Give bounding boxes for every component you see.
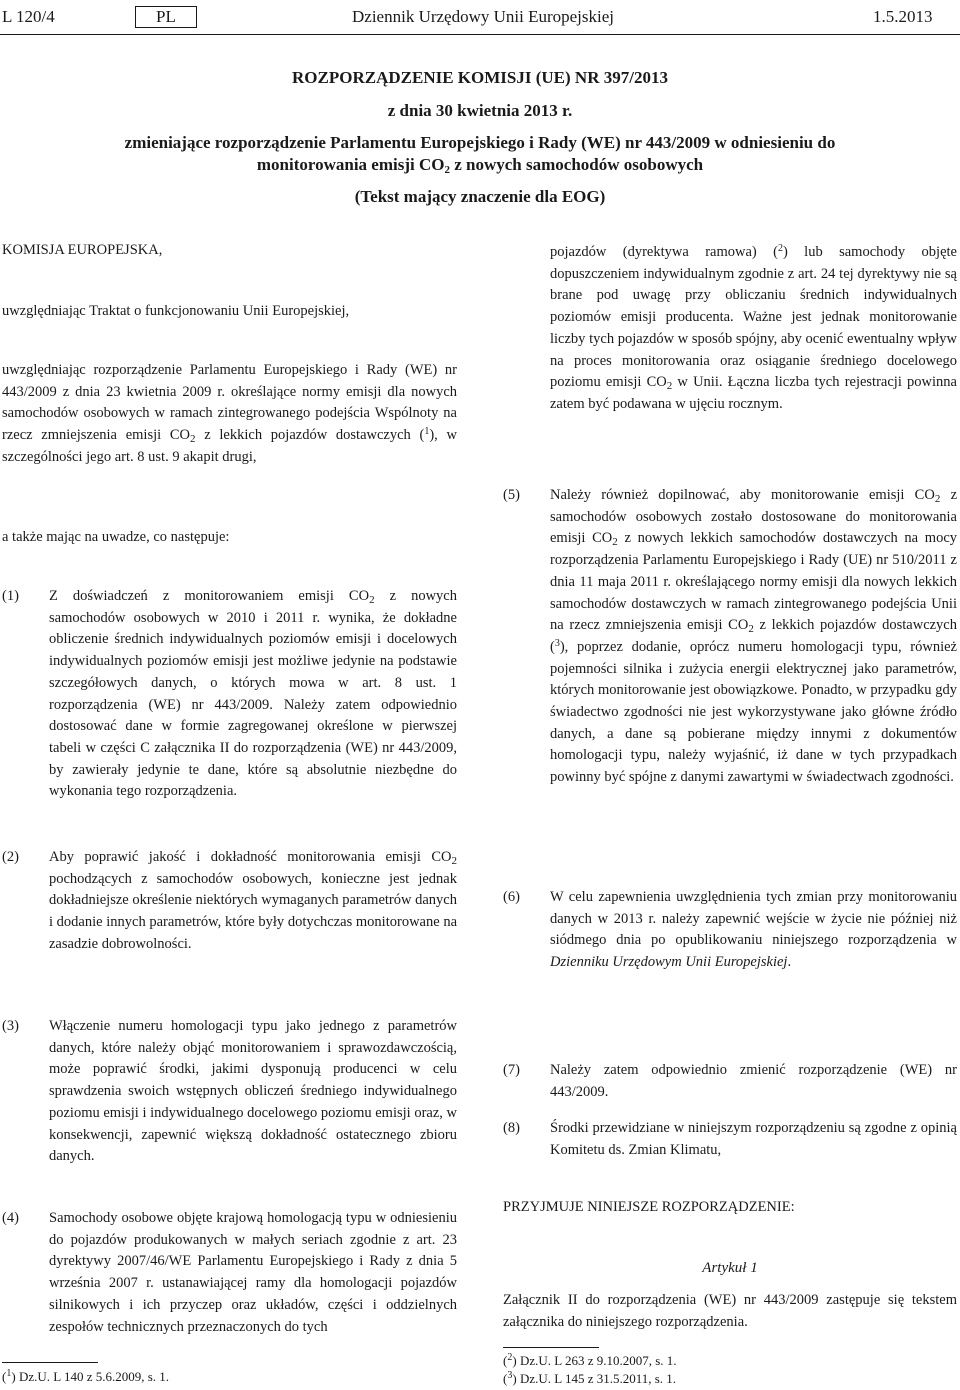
regulation-subject-line1: zmieniające rozporządzenie Parlamentu Europejskiego i Rady (WE) nr 443/2009 w odniesieniu do bbox=[124, 133, 836, 152]
publication-date: 1.5.2013 bbox=[873, 7, 933, 26]
recital-2-number: (2) bbox=[2, 849, 19, 865]
footnote-1: ($^1$) Dz.U. L 140 z 5.6.2009, s. 1. bbox=[2, 1368, 170, 1384]
recital-8-text: Środki przewidziane w niniejszym rozporządzeniu są zgodne z opinią Komitetu ds. Zmian Klimatu, bbox=[550, 1120, 957, 1158]
recital-3-text: Włączenie numeru homologacji typu jako jednego z parametrów danych, które należy objąć monitorowaniem i sprawozdawczością, może poprawić środki, jakimi dysponują producenci w celu sprawdzenia swoich wstępnych obliczeń średniego indywidualnego poziomu emisji i indywidualnego docelowego poziomu emisji oraz, w konsekwencji, zapewnić większą dokładność ostatecznego zbioru danych. bbox=[49, 1018, 457, 1165]
preamble-commission: KOMISJA EUROPEJSKA, bbox=[2, 242, 163, 258]
recital-1-number: (1) bbox=[2, 588, 19, 604]
footnote-rule-right bbox=[503, 1347, 599, 1348]
recital-7-number: (7) bbox=[503, 1062, 520, 1078]
recital-7-text: Należy zatem odpowiednio zmienić rozporządzenie (WE) nr 443/2009. bbox=[550, 1062, 957, 1100]
enacting-clause: PRZYJMUJE NINIEJSZE ROZPORZĄDZENIE: bbox=[503, 1199, 795, 1215]
preamble-whereas: a także mając na uwadze, co następuje: bbox=[2, 529, 230, 545]
article-1-title: Artykuł 1 bbox=[702, 1260, 758, 1276]
article-1-text: Załącznik II do rozporządzenia (WE) nr 443/2009 zastępuje się tekstem załącznika do niniejszego rozporządzenia. bbox=[503, 1292, 957, 1330]
header-rule bbox=[0, 34, 960, 35]
eea-relevance: (Tekst mający znaczenie dla EOG) bbox=[354, 187, 606, 206]
recital-3-number: (3) bbox=[2, 1018, 19, 1034]
preamble-treaty: uwzględniając Traktat o funkcjonowaniu Unii Europejskiej, bbox=[2, 303, 350, 319]
recital-5-number: (5) bbox=[503, 487, 520, 503]
recital-4-continued: pojazdów (dyrektywa ramowa) ($^2$) lub samochody objęte dopuszczeniem indywidualnym zgodnie z art. 24 tej dyrektywy nie są brane pod uwagę przy obliczaniu średnich indywidualnych poziomów emisji producenta. Ważne jest jednak monitorowanie liczby tych pojazdów w sposób spójny, aby ocenić ewentualny wpływ na proces monitorowania oraz osiąganie średniego docelowego poziomu emisji $CO_2$ w Unii. Łączna liczba tych rejestracji powinna zatem być podawana w ujęciu rocznym. bbox=[550, 243, 957, 412]
recital-4-text: Samochody osobowe objęte krajową homologacją typu w odniesieniu do pojazdów produkowanych w małych seriach zgodnie z art. 23 dyrektywy 2007/46/WE Parlamentu Europejskiego i Rady z dnia 5 września 2007 r. ustanawiającej ramy dla homologacji pojazdów silnikowych i ich przyczep oraz układów, części i oddzielnych zespołów technicznych przeznaczonych do tych bbox=[49, 1210, 457, 1335]
recital-1-text: Z doświadczeń z monitorowaniem emisji $CO_2$ z nowych samochodów osobowych w 2010 i 2011 r. wynika, że dokładne obliczenie średnich indywidualnych poziomów emisji i docelowych indywidualnych poziomów emisji jest możliwe jedynie na podstawie szczegółowych danych, o których mowa w art. 8 ust. 1 rozporządzenia (WE) nr 443/2009. Należy zatem odpowiednio dostosować dane w formie zagregowanej określone w pierwszej tabeli w części C załącznika II do rozporządzenia (WE) nr 443/2009, by zawierały jedynie te dane, które są absolutnie niezbędne do wykonania tego rozporządzenia. bbox=[49, 588, 457, 800]
recital-6-text: W celu zapewnienia uwzględnienia tych zmian przy monitorowaniu danych w 2013 r. należy zapewnić wejście w życie nie później niż siódmego dnia po opublikowaniu niniejszego rozporządzenia w Dzienniku Urzędowym Unii Europejskiej. bbox=[550, 889, 957, 971]
recital-2-text: Aby poprawić jakość i dokładność monitorowania emisji $CO_2$ pochodzących z samochodów osobowych, konieczne jest jednak dokładniejsze określenie niektórych wymaganych parametrów danych i dodanie innych parametrów, które były dotychczas monitorowane na zasadzie dobrowolności. bbox=[49, 849, 457, 952]
regulation-title: ROZPORZĄDZENIE KOMISJI (UE) NR 397/2013 bbox=[292, 68, 668, 87]
recital-6-number: (6) bbox=[503, 889, 520, 905]
footnote-3: ($^3$) Dz.U. L 145 z 31.5.2011, s. 1. bbox=[503, 1370, 677, 1386]
recital-5-text: Należy również dopilnować, aby monitorowanie emisji $CO_2$ z samochodów osobowych zostało dostosowane do monitorowania emisji $CO_2$ z nowych lekkich samochodów dostawczych na mocy rozporządzenia Parlamentu Europejskiego i Rady (UE) nr 510/2011 z dnia 11 maja 2011 r. określającego normy emisji dla nowych lekkich samochodów dostawczych w ramach zintegrowanego podejścia Unii na rzecz zmniejszenia emisji $CO_2$ z lekkich pojazdów dostawczych ($^3$), poprzez dodanie, oprócz numeru homologacji typu, również pojemności silnika i zużycia energii elektrycznej jako parametrów, których monitorowanie jest obowiązkowe. Ponadto, w przypadku gdy świadectwo zgodności nie jest wykorzystywane jako główne źródło danych, a dane są pobierane między innymi z dokumentów homologacji typu, należy wyjaśnić, iż dane w tych przypadkach powinny być spójne z danymi zawartymi w świadectwach zgodności. bbox=[550, 487, 958, 786]
regulation-subject-line2: monitorowania emisji $CO_2$ z nowych samochodów osobowych bbox=[256, 155, 704, 176]
footnote-rule-left bbox=[2, 1362, 98, 1363]
page-number: L 120/4 bbox=[2, 7, 55, 26]
regulation-date: z dnia 30 kwietnia 2013 r. bbox=[387, 101, 573, 120]
journal-title: Dziennik Urzędowy Unii Europejskiej bbox=[352, 7, 615, 26]
preamble-regulation: uwzględniając rozporządzenie Parlamentu Europejskiego i Rady (WE) nr 443/2009 z dnia 23 kwietnia 2009 r. określające normy emisji dla nowych samochodów osobowych w ramach zintegrowanego podejścia Wspólnoty na rzecz zmniejszenia emisji $CO_2$ z lekkich pojazdów dostawczych ($^1$), w szczególności jego art. 8 ust. 9 akapit drugi, bbox=[2, 362, 457, 465]
footnote-2: ($^2$) Dz.U. L 263 z 9.10.2007, s. 1. bbox=[503, 1352, 677, 1368]
language-badge: PL bbox=[135, 6, 197, 28]
recital-8-number: (8) bbox=[503, 1120, 520, 1136]
recital-4-number: (4) bbox=[2, 1210, 19, 1226]
